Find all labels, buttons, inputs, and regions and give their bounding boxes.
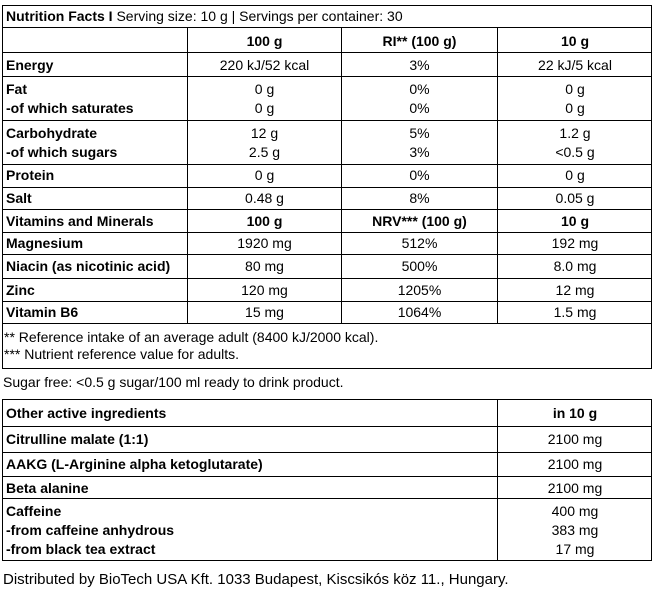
cell-fat-ri: 0%	[409, 81, 430, 97]
row-label-caffeine-anhydrous: -from caffeine anhydrous	[6, 522, 175, 538]
table-divider	[2, 27, 652, 28]
table-divider	[2, 164, 652, 165]
cell-zinc-10g: 12 mg	[555, 282, 595, 298]
serving-size: Serving size: 10 g	[116, 8, 228, 24]
vitamins-header-10g: 10 g	[560, 213, 589, 229]
cell-caffeine-anhydrous-amount: 383 mg	[551, 522, 599, 538]
cell-sugars-10g: <0.5 g	[555, 144, 595, 160]
table-divider	[2, 476, 652, 477]
cell-niacin-100g: 80 mg	[245, 258, 284, 274]
cell-carbohydrate-100g: 12 g	[250, 125, 279, 141]
active-header-amount: in 10 g	[552, 405, 598, 421]
vitamins-header-100g: 100 g	[246, 213, 283, 229]
nutrition-title-line: Nutrition Facts I Serving size: 10 g | Servings per container: 30	[6, 8, 403, 24]
cell-carbohydrate-10g: 1.2 g	[559, 125, 591, 141]
cell-fat-100g: 0 g	[254, 81, 275, 97]
active-header-label: Other active ingredients	[6, 405, 167, 421]
table-divider	[2, 426, 652, 427]
row-label-carbohydrate: Carbohydrate	[6, 125, 98, 141]
col-header-ri: RI** (100 g)	[382, 33, 457, 49]
sugar-free-note: Sugar free: <0.5 g sugar/100 ml ready to drink product.	[3, 374, 344, 390]
row-label-citrulline: Citrulline malate (1:1)	[6, 431, 149, 447]
row-label-beta-alanine: Beta alanine	[6, 480, 89, 496]
cell-protein-100g: 0 g	[254, 167, 275, 183]
cell-salt-ri: 8%	[409, 190, 430, 206]
row-label-sugars: -of which sugars	[6, 144, 118, 160]
cell-energy-ri: 3%	[409, 57, 430, 73]
row-label-vitamin-b6: Vitamin B6	[6, 304, 79, 320]
row-label-magnesium: Magnesium	[6, 235, 84, 251]
footnote-ri: ** Reference intake of an average adult (8400 kJ/2000 kcal).	[4, 329, 379, 345]
cell-zinc-100g: 120 mg	[241, 282, 288, 298]
cell-saturates-10g: 0 g	[565, 100, 585, 116]
cell-zinc-nrv: 1205%	[397, 282, 442, 298]
row-label-saturates: -of which saturates	[6, 100, 134, 116]
row-label-protein: Protein	[6, 167, 55, 183]
cell-niacin-nrv: 500%	[401, 258, 438, 274]
footnote-nrv: *** Nutrient reference value for adults.	[4, 346, 240, 362]
cell-saturates-100g: 0 g	[254, 100, 275, 116]
cell-caffeine-amount: 400 mg	[551, 503, 599, 519]
cell-aakg-amount: 2100 mg	[547, 456, 603, 472]
table-divider	[2, 52, 652, 53]
table-divider	[2, 209, 652, 210]
row-label-energy: Energy	[6, 57, 54, 73]
cell-magnesium-100g: 1920 mg	[237, 235, 292, 251]
cell-saturates-ri: 0%	[409, 100, 430, 116]
cell-beta-alanine-amount: 2100 mg	[547, 480, 603, 496]
cell-citrulline-amount: 2100 mg	[547, 431, 603, 447]
table-divider	[2, 301, 652, 302]
table-divider	[2, 323, 652, 324]
cell-fat-10g: 0 g	[565, 81, 585, 97]
row-label-niacin: Niacin (as nicotinic acid)	[6, 258, 171, 274]
nutrition-title: Nutrition Facts	[6, 8, 105, 24]
table-divider	[2, 278, 652, 279]
servings-per-container: Servings per container: 30	[239, 8, 403, 24]
distributor-line: Distributed by BioTech USA Kft. 1033 Budapest, Kiscsikós köz 11., Hungary.	[3, 571, 509, 588]
table-divider	[2, 232, 652, 233]
cell-energy-100g: 220 kJ/52 kcal	[219, 57, 310, 73]
cell-salt-10g: 0.05 g	[555, 190, 595, 206]
cell-magnesium-10g: 192 mg	[551, 235, 599, 251]
vitamins-header-nrv: NRV*** (100 g)	[372, 213, 467, 229]
row-label-aakg: AAKG (L-Arginine alpha ketoglutarate)	[6, 456, 263, 472]
row-label-caffeine: Caffeine	[6, 503, 62, 519]
col-header-10g: 10 g	[560, 33, 589, 49]
table-divider	[2, 120, 652, 121]
cell-sugars-100g: 2.5 g	[248, 144, 281, 160]
cell-carbohydrate-ri: 5%	[409, 125, 430, 141]
cell-vitamin-b6-10g: 1.5 mg	[553, 304, 597, 320]
vitamins-header-label: Vitamins and Minerals	[6, 213, 154, 229]
row-label-black-tea-extract: -from black tea extract	[6, 541, 156, 557]
cell-protein-10g: 0 g	[565, 167, 585, 183]
table-divider	[2, 76, 652, 77]
cell-black-tea-extract-amount: 17 mg	[555, 541, 595, 557]
cell-magnesium-nrv: 512%	[401, 235, 438, 251]
cell-vitamin-b6-100g: 15 mg	[245, 304, 284, 320]
table-divider	[2, 187, 652, 188]
col-header-100g: 100 g	[246, 33, 283, 49]
row-label-salt: Salt	[6, 190, 32, 206]
cell-niacin-10g: 8.0 mg	[553, 258, 597, 274]
row-label-fat: Fat	[6, 81, 27, 97]
cell-vitamin-b6-nrv: 1064%	[397, 304, 442, 320]
table-divider	[2, 254, 652, 255]
cell-sugars-ri: 3%	[409, 144, 430, 160]
table-divider	[2, 452, 652, 453]
table-divider	[2, 498, 652, 499]
cell-salt-100g: 0.48 g	[245, 190, 284, 206]
cell-energy-10g: 22 kJ/5 kcal	[538, 57, 612, 73]
row-label-zinc: Zinc	[6, 282, 35, 298]
cell-protein-ri: 0%	[409, 167, 430, 183]
